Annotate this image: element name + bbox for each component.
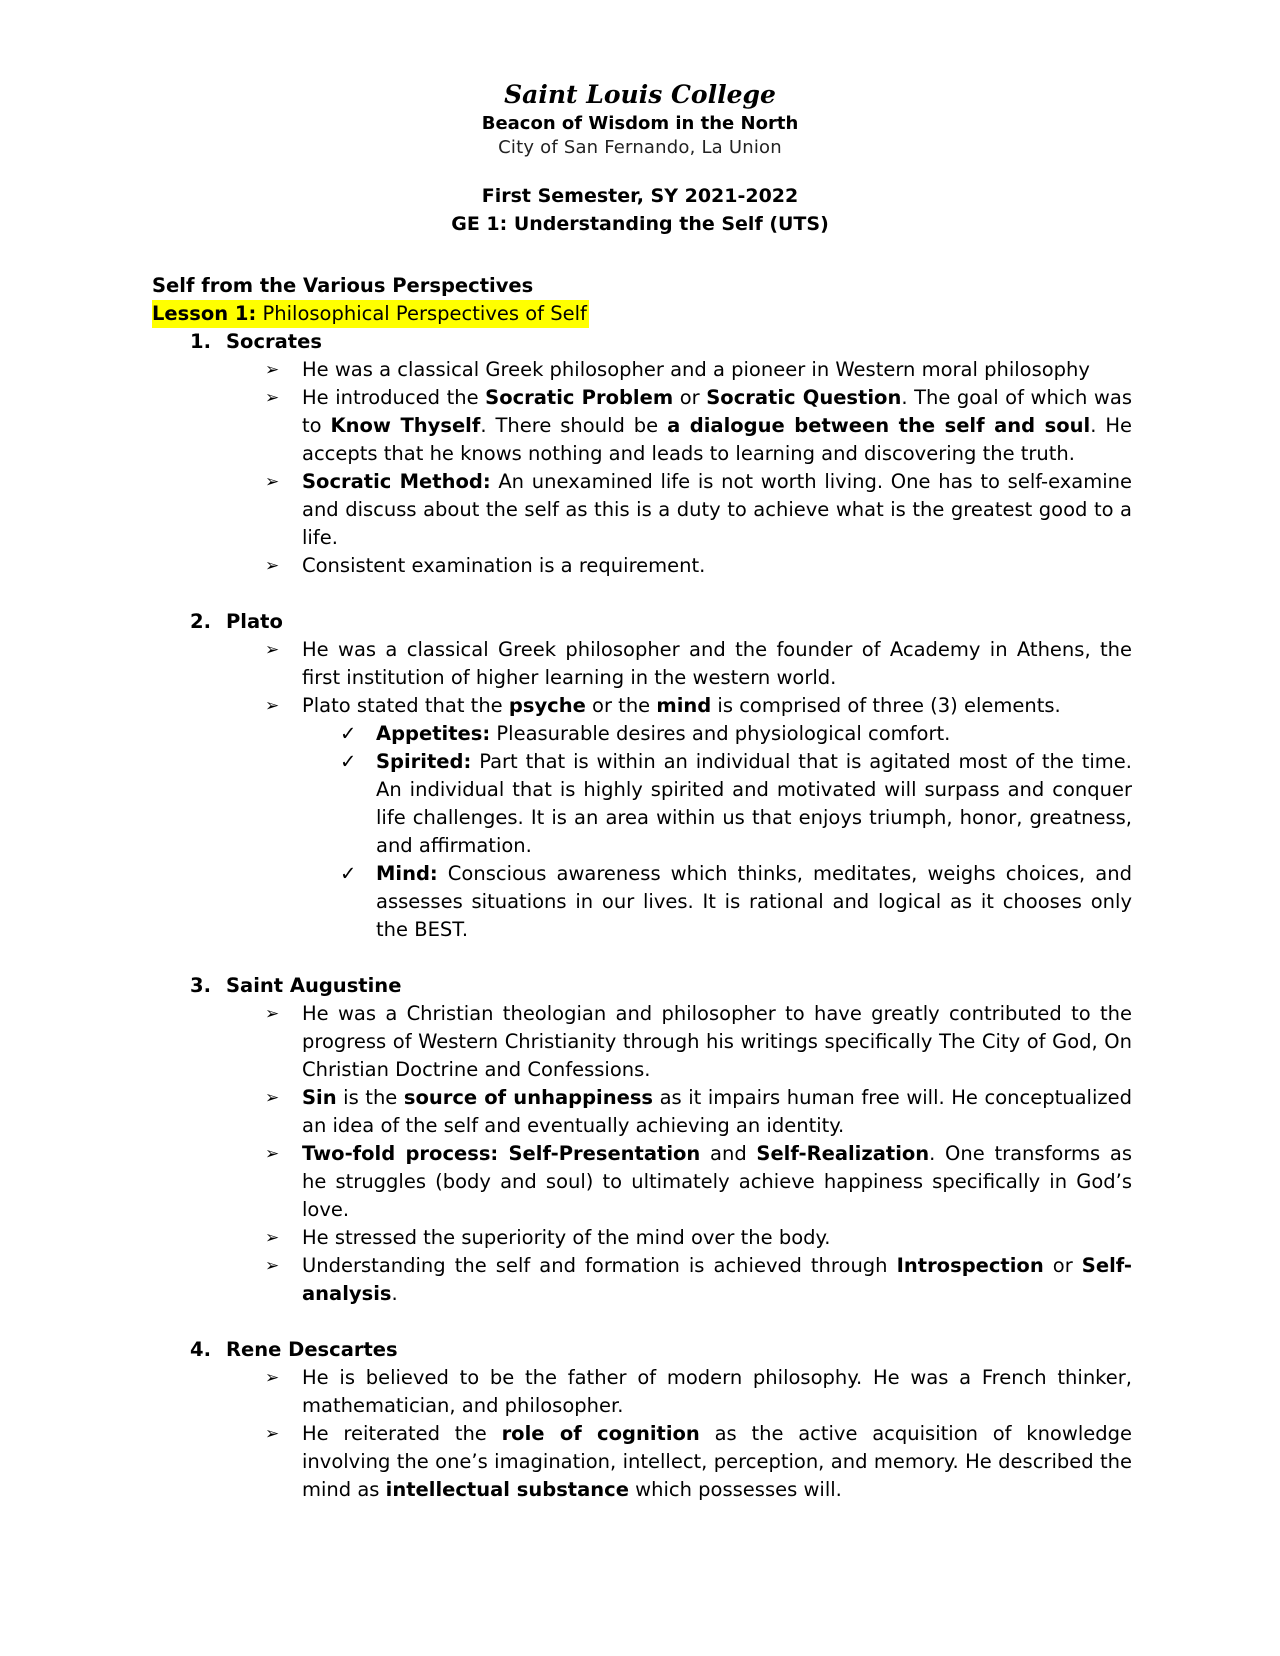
bold-term: psyche (508, 694, 586, 717)
bold-term: Know Thyself (330, 414, 481, 437)
philosopher-name: Plato (226, 610, 283, 633)
bold-term: Sin (302, 1086, 337, 1109)
philosopher-heading-plato (152, 608, 1132, 636)
point-text: He is believed to be the father of modern philosophy. He was a French thinker, mathematician, and philosopher. (302, 1366, 1132, 1417)
list-item (265, 636, 1132, 692)
checkmark-icon: ✓ (340, 750, 357, 773)
point-text: Conscious awareness which thinks, meditates, weighs choices, and assesses situations in our lives. It is rational and logical as it chooses only the BEST. (376, 862, 1132, 941)
arrowhead-bullet-icon: ➢ (265, 360, 280, 380)
item-number: 2. (190, 610, 211, 633)
list-item (265, 1252, 1132, 1308)
section-title: Self from the Various Perspectives (152, 274, 534, 297)
list-item (265, 1084, 1132, 1140)
point-text: . The goal of which was to (302, 386, 1132, 437)
point-text: He was a classical Greek philosopher and a pioneer in Western moral philosophy (302, 358, 1090, 381)
point-text: He was a Christian theologian and philosopher to have greatly contributed to the progress of Western Christianity through his writings specifically The City of God, On Christian Doctrine and Confessions. (302, 1002, 1132, 1081)
point-text: Plato stated that the (302, 694, 509, 717)
point-text: or the (585, 694, 657, 717)
point-text: Part that is within an individual that is agitated most of the time. An individual that is highly spirited and motivated will surpass and conquer life challenges. It is an area within us that enjoys triumph, honor, greatness, and affirmation. (376, 750, 1132, 857)
philosopher-name: Socrates (226, 330, 322, 353)
point-text: . (391, 1282, 398, 1305)
philosopher-heading-augustine (152, 972, 1132, 1000)
socrates-points (152, 356, 1132, 580)
list-item (340, 748, 1132, 860)
bold-term: Two-fold process: Self-Presentation (302, 1142, 701, 1165)
bold-term: Self-analysis (302, 1254, 1132, 1305)
point-text: He was a classical Greek philosopher and the founder of Academy in Athens, the first institution of higher learning in the western world. (302, 638, 1132, 689)
checkmark-icon: ✓ (340, 862, 357, 885)
list-item (265, 1224, 1132, 1252)
arrowhead-bullet-icon: ➢ (265, 388, 280, 408)
point-text: He reiterated the (302, 1422, 502, 1445)
bold-term: Socratic Question (706, 386, 902, 409)
lesson-heading (152, 300, 1132, 328)
point-text: An unexamined life is not worth living. One has to self-examine and discuss about the self as this is a duty to achieve what is the greatest good to a life. (302, 470, 1132, 549)
checkmark-icon: ✓ (340, 722, 357, 745)
point-text: or (673, 386, 707, 409)
bold-term: role of cognition (501, 1422, 700, 1445)
list-item (265, 552, 1132, 580)
descartes-points (152, 1364, 1132, 1504)
philosopher-name: Rene Descartes (226, 1338, 398, 1361)
list-item (265, 1364, 1132, 1420)
list-item (265, 356, 1132, 384)
point-text: He stressed the superiority of the mind over the body. (302, 1226, 831, 1249)
bold-term: Socratic Problem (485, 386, 674, 409)
bold-term: Introspection (896, 1254, 1044, 1277)
document-header (0, 78, 1280, 238)
point-text: which possesses will. (628, 1478, 842, 1501)
point-text: is the (336, 1086, 404, 1109)
list-item (265, 1140, 1132, 1224)
arrowhead-bullet-icon: ➢ (265, 696, 280, 716)
list-item (265, 692, 1132, 944)
point-text: is comprised of three (3) elements. (711, 694, 1061, 717)
bold-term: mind (656, 694, 712, 717)
point-text: and (700, 1142, 757, 1165)
arrowhead-bullet-icon: ➢ (265, 640, 280, 660)
list-item (340, 860, 1132, 944)
bold-term: source of unhappiness (403, 1086, 654, 1109)
philosopher-heading-socrates (152, 328, 1132, 356)
augustine-points (152, 1000, 1132, 1308)
list-item (265, 468, 1132, 552)
college-city: City of San Fernando, La Union (498, 137, 782, 158)
plato-points (152, 636, 1132, 944)
bold-term: a dialogue between the self and soul (667, 414, 1091, 437)
point-text: . There should be (480, 414, 668, 437)
bold-term: Spirited: (376, 750, 472, 773)
arrowhead-bullet-icon: ➢ (265, 1144, 280, 1164)
philosopher-heading-descartes (152, 1336, 1132, 1364)
bold-term: Appetites: (376, 722, 491, 745)
list-item (265, 384, 1132, 468)
arrowhead-bullet-icon: ➢ (265, 1228, 280, 1248)
arrowhead-bullet-icon: ➢ (265, 556, 280, 576)
item-number: 4. (190, 1338, 211, 1361)
course-title: GE 1: Understanding the Self (UTS) (451, 213, 829, 235)
arrowhead-bullet-icon: ➢ (265, 1088, 280, 1108)
college-name: Saint Louis College (504, 80, 776, 109)
bold-term: Self-Realization (756, 1142, 930, 1165)
list-item (265, 1000, 1132, 1084)
point-text: Pleasurable desires and physiological comfort. (490, 722, 951, 745)
point-text: . He accepts that he knows nothing and leads to learning and discovering the truth. (302, 414, 1132, 465)
bold-term: Socratic Method: (302, 470, 491, 493)
point-text: Consistent examination is a requirement. (302, 554, 706, 577)
college-motto: Beacon of Wisdom in the North (481, 113, 799, 134)
point-text: He introduced the (302, 386, 486, 409)
item-number: 1. (190, 330, 211, 353)
point-text: or (1043, 1254, 1082, 1277)
arrowhead-bullet-icon: ➢ (265, 472, 280, 492)
point-text: as the active acquisition of knowledge involving the one’s imagination, intellect, perception, and memory. He described the mind as (302, 1422, 1132, 1501)
arrowhead-bullet-icon: ➢ (265, 1368, 280, 1388)
lesson-highlight (152, 300, 589, 328)
arrowhead-bullet-icon: ➢ (265, 1424, 280, 1444)
bold-term: intellectual substance (385, 1478, 629, 1501)
semester-line: First Semester, SY 2021-2022 (481, 185, 799, 207)
list-item (265, 1420, 1132, 1504)
lesson-title: Philosophical Perspectives of Self (256, 302, 587, 325)
point-text: as it impairs human free will. He conceptualized an idea of the self and eventually achieving an identity. (302, 1086, 1132, 1137)
point-text: Understanding the self and formation is achieved through (302, 1254, 897, 1277)
plato-elements (302, 720, 1132, 944)
item-number: 3. (190, 974, 211, 997)
point-text: . One transforms as he struggles (body and soul) to ultimately achieve happiness specifically in God’s love. (302, 1142, 1132, 1221)
arrowhead-bullet-icon: ➢ (265, 1004, 280, 1024)
arrowhead-bullet-icon: ➢ (265, 1256, 280, 1276)
lesson-label: Lesson 1: (152, 302, 257, 325)
bold-term: Mind: (376, 862, 438, 885)
philosopher-name: Saint Augustine (226, 974, 402, 997)
document-body (152, 272, 1132, 1504)
list-item (340, 720, 1132, 748)
